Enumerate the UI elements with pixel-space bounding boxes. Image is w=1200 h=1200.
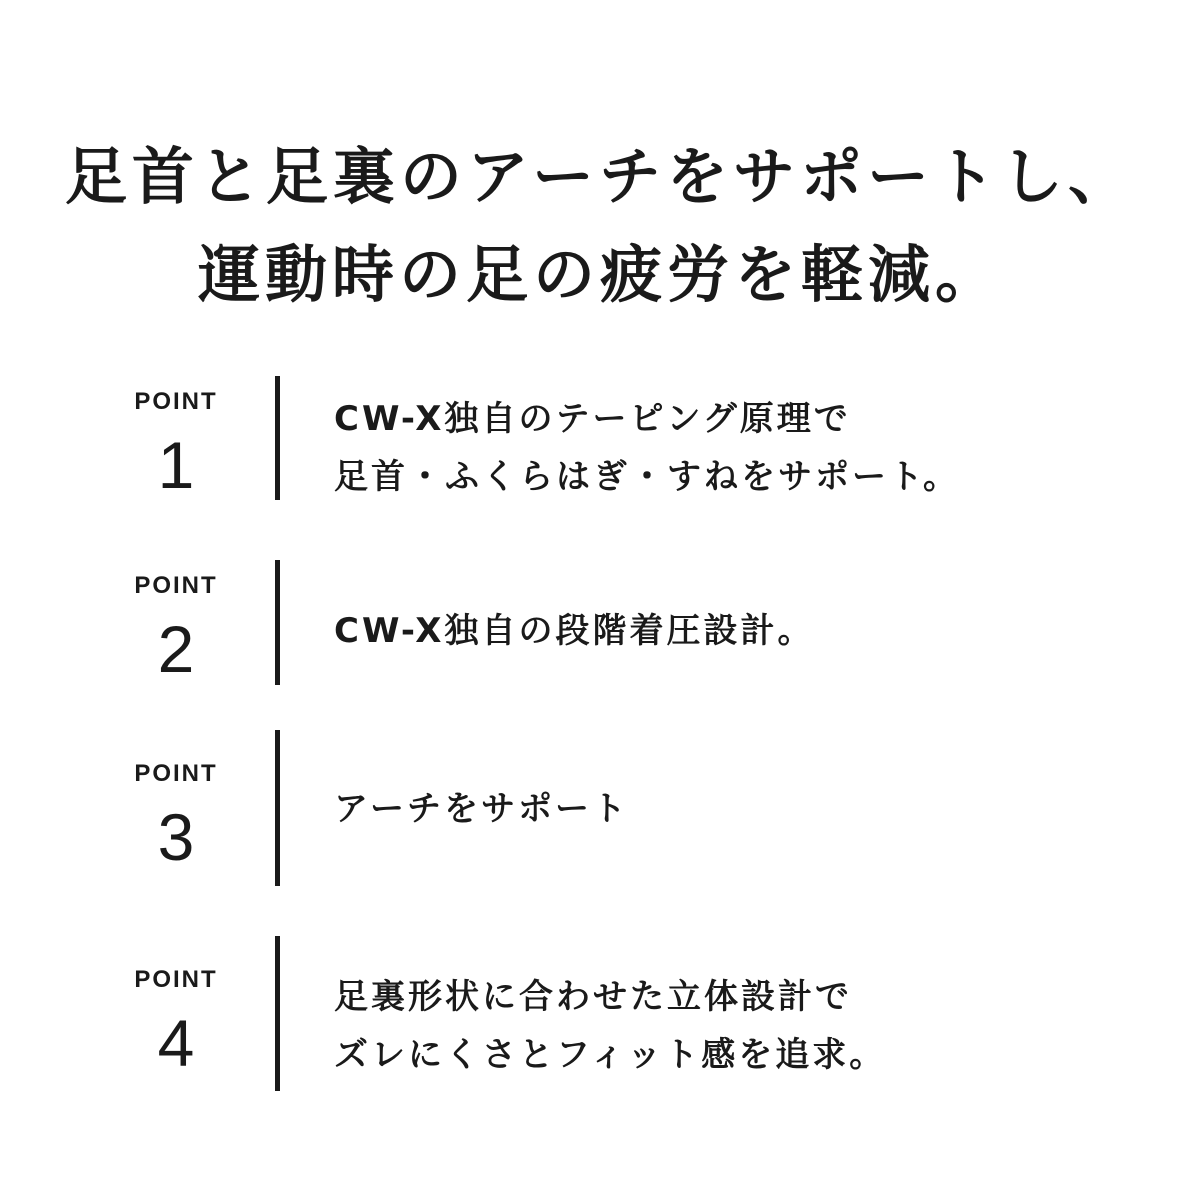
point-2-number: 2 bbox=[157, 612, 195, 686]
headline-line-1: 足首と足裏のアーチをサポートし、 bbox=[64, 140, 1136, 213]
point-1-label: POINT bbox=[134, 388, 218, 415]
point-4-label: POINT bbox=[134, 966, 218, 993]
headline bbox=[0, 128, 1200, 324]
point-4-divider bbox=[275, 936, 280, 1091]
point-2-description bbox=[334, 602, 814, 660]
point-3-description bbox=[334, 780, 629, 838]
headline-line-2: 運動時の足の疲労を軽減。 bbox=[197, 238, 1002, 311]
point-4-line-1: 足裏形状に合わせた立体設計で bbox=[334, 977, 852, 1017]
point-1-line-2: 足首・ふくらはぎ・すねをサポート。 bbox=[334, 457, 960, 497]
point-3-line-1: アーチをサポート bbox=[334, 789, 629, 829]
point-1-line-1: CW-X独自のテーピング原理で bbox=[334, 399, 851, 439]
point-1-description bbox=[334, 390, 960, 506]
point-1-number: 1 bbox=[157, 428, 195, 502]
point-4-description bbox=[334, 968, 886, 1084]
point-2-label: POINT bbox=[134, 572, 218, 599]
point-3-number: 3 bbox=[157, 800, 195, 874]
point-4-line-2: ズレにくさとフィット感を追求。 bbox=[334, 1035, 887, 1075]
point-1-divider bbox=[275, 376, 280, 500]
point-2-divider bbox=[275, 560, 280, 685]
point-3-divider bbox=[275, 730, 280, 886]
point-2-line-1: CW-X独自の段階着圧設計。 bbox=[334, 611, 815, 651]
point-4-number: 4 bbox=[157, 1006, 195, 1080]
point-3-label: POINT bbox=[134, 760, 218, 787]
